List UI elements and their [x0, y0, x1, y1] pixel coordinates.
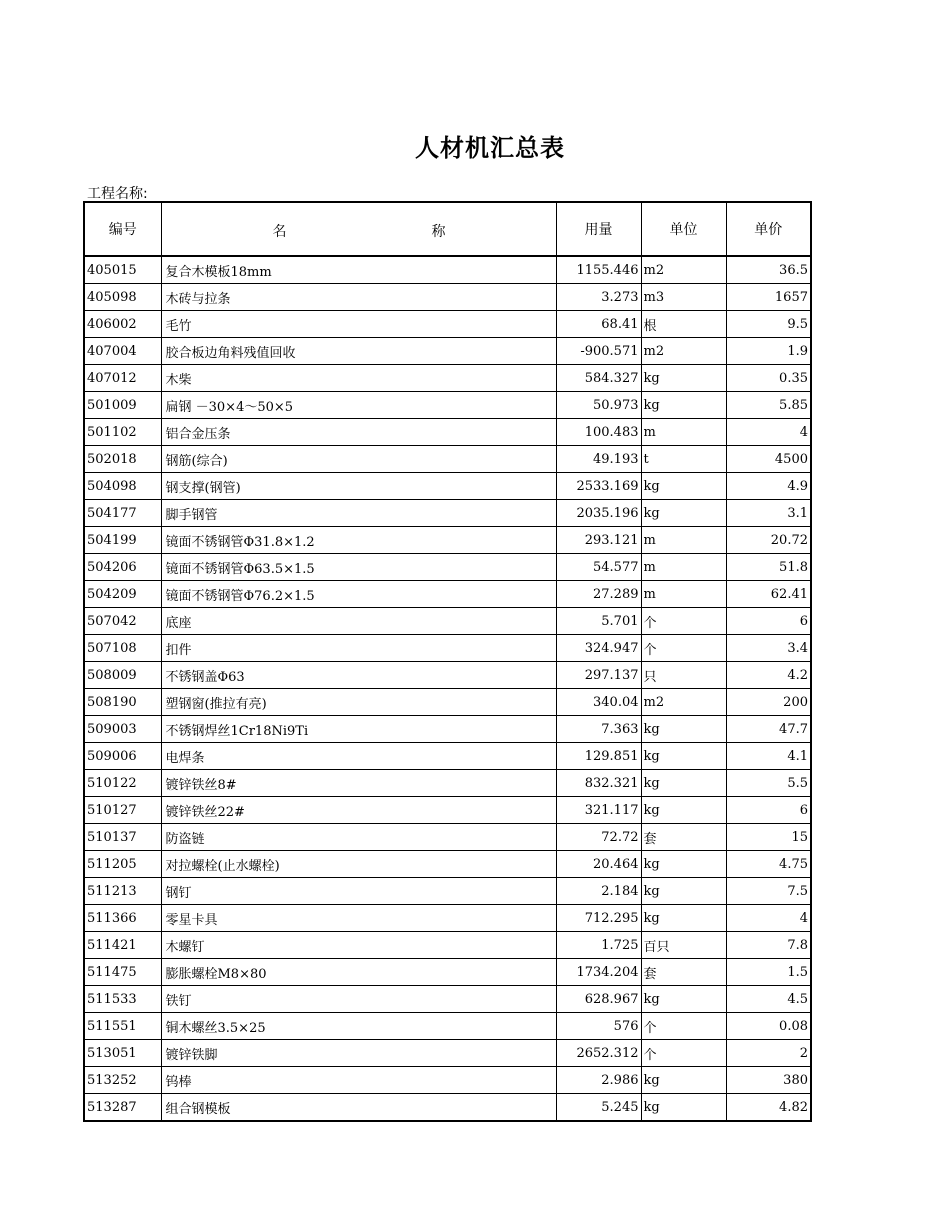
cell-unit: 只 [641, 662, 726, 689]
table-row [84, 716, 811, 743]
cell-price: 6 [726, 608, 811, 635]
table-header-row [84, 202, 811, 256]
cell-unit: 根 [641, 311, 726, 338]
cell-code: 501102 [84, 419, 161, 446]
table-row [84, 824, 811, 851]
cell-name: 镜面不锈钢管Φ31.8×1.2 [161, 527, 556, 554]
materials-summary-table [83, 201, 812, 1122]
cell-code: 405098 [84, 284, 161, 311]
table-row [84, 689, 811, 716]
cell-price: 7.8 [726, 932, 811, 959]
cell-price: 20.72 [726, 527, 811, 554]
cell-unit: m3 [641, 284, 726, 311]
cell-qty: 1.725 [556, 932, 641, 959]
cell-price: 4.1 [726, 743, 811, 770]
cell-code: 511366 [84, 905, 161, 932]
cell-price: 36.5 [726, 256, 811, 284]
cell-unit: kg [641, 1094, 726, 1122]
cell-code: 509006 [84, 743, 161, 770]
cell-code: 502018 [84, 446, 161, 473]
page-title: 人材机汇总表 [415, 134, 565, 162]
cell-name: 铁钉 [161, 986, 556, 1013]
cell-code: 407004 [84, 338, 161, 365]
cell-name: 钢筋(综合) [161, 446, 556, 473]
table-body [84, 256, 811, 1121]
table-row [84, 743, 811, 770]
table-row [84, 1067, 811, 1094]
cell-name: 钨棒 [161, 1067, 556, 1094]
cell-qty: 129.851 [556, 743, 641, 770]
cell-unit: 个 [641, 1013, 726, 1040]
cell-code: 511533 [84, 986, 161, 1013]
cell-name: 复合木模板18mm [161, 256, 556, 284]
cell-name: 脚手钢管 [161, 500, 556, 527]
table-row [84, 1094, 811, 1122]
cell-code: 504199 [84, 527, 161, 554]
cell-name: 木砖与拉条 [161, 284, 556, 311]
table-row [84, 392, 811, 419]
cell-code: 511421 [84, 932, 161, 959]
table-row [84, 1013, 811, 1040]
cell-price: 4 [726, 905, 811, 932]
table-row [84, 446, 811, 473]
cell-qty: -900.571 [556, 338, 641, 365]
cell-code: 501009 [84, 392, 161, 419]
table-row [84, 256, 811, 284]
cell-name: 不锈钢焊丝1Cr18Ni9Ti [161, 716, 556, 743]
cell-unit: 个 [641, 608, 726, 635]
cell-price: 0.35 [726, 365, 811, 392]
cell-code: 504177 [84, 500, 161, 527]
cell-price: 3.4 [726, 635, 811, 662]
table-row [84, 284, 811, 311]
cell-unit: 套 [641, 824, 726, 851]
cell-name: 镀锌铁丝22# [161, 797, 556, 824]
cell-qty: 297.137 [556, 662, 641, 689]
cell-price: 380 [726, 1067, 811, 1094]
cell-price: 4.5 [726, 986, 811, 1013]
cell-unit: m2 [641, 256, 726, 284]
cell-name: 镜面不锈钢管Φ76.2×1.5 [161, 581, 556, 608]
cell-name: 扁钢 －30×4～50×5 [161, 392, 556, 419]
cell-price: 5.85 [726, 392, 811, 419]
cell-price: 4.2 [726, 662, 811, 689]
cell-qty: 50.973 [556, 392, 641, 419]
cell-code: 406002 [84, 311, 161, 338]
cell-price: 1.9 [726, 338, 811, 365]
cell-price: 6 [726, 797, 811, 824]
table-row [84, 959, 811, 986]
cell-name: 铜木螺丝3.5×25 [161, 1013, 556, 1040]
cell-code: 511475 [84, 959, 161, 986]
cell-name: 木螺钉 [161, 932, 556, 959]
table-row [84, 527, 811, 554]
cell-qty: 712.295 [556, 905, 641, 932]
cell-qty: 1734.204 [556, 959, 641, 986]
table-row [84, 851, 811, 878]
cell-unit: 个 [641, 1040, 726, 1067]
header-qty: 用量 [556, 202, 641, 256]
table-row [84, 1040, 811, 1067]
table-row [84, 932, 811, 959]
cell-unit: kg [641, 905, 726, 932]
cell-qty: 1155.446 [556, 256, 641, 284]
project-name-label: 工程名称: [87, 186, 148, 202]
cell-price: 62.41 [726, 581, 811, 608]
cell-price: 5.5 [726, 770, 811, 797]
cell-price: 4 [726, 419, 811, 446]
cell-qty: 5.701 [556, 608, 641, 635]
cell-unit: kg [641, 770, 726, 797]
cell-qty: 27.289 [556, 581, 641, 608]
cell-code: 511213 [84, 878, 161, 905]
cell-code: 513051 [84, 1040, 161, 1067]
table-row [84, 338, 811, 365]
cell-code: 507042 [84, 608, 161, 635]
table-row [84, 554, 811, 581]
cell-qty: 100.483 [556, 419, 641, 446]
cell-name: 铝合金压条 [161, 419, 556, 446]
cell-price: 4.82 [726, 1094, 811, 1122]
cell-code: 511551 [84, 1013, 161, 1040]
table-row [84, 473, 811, 500]
cell-name: 钢支撑(钢管) [161, 473, 556, 500]
cell-name: 毛竹 [161, 311, 556, 338]
cell-name: 组合钢模板 [161, 1094, 556, 1122]
table-row [84, 365, 811, 392]
cell-unit: kg [641, 878, 726, 905]
cell-name: 木柴 [161, 365, 556, 392]
cell-unit: 个 [641, 635, 726, 662]
cell-price: 47.7 [726, 716, 811, 743]
cell-qty: 293.121 [556, 527, 641, 554]
table-row [84, 770, 811, 797]
header-name-part2: 称 [431, 224, 446, 240]
cell-unit: kg [641, 743, 726, 770]
cell-qty: 832.321 [556, 770, 641, 797]
cell-name: 底座 [161, 608, 556, 635]
table-row [84, 581, 811, 608]
cell-qty: 3.273 [556, 284, 641, 311]
cell-unit: kg [641, 473, 726, 500]
cell-price: 1.5 [726, 959, 811, 986]
cell-unit: kg [641, 365, 726, 392]
cell-code: 507108 [84, 635, 161, 662]
cell-name: 扣件 [161, 635, 556, 662]
cell-unit: m2 [641, 338, 726, 365]
cell-unit: kg [641, 716, 726, 743]
cell-price: 4.9 [726, 473, 811, 500]
cell-unit: t [641, 446, 726, 473]
header-unit: 单位 [641, 202, 726, 256]
cell-code: 504098 [84, 473, 161, 500]
cell-price: 51.8 [726, 554, 811, 581]
cell-unit: m2 [641, 689, 726, 716]
cell-price: 7.5 [726, 878, 811, 905]
cell-qty: 20.464 [556, 851, 641, 878]
table-row [84, 878, 811, 905]
cell-name: 电焊条 [161, 743, 556, 770]
cell-qty: 2.184 [556, 878, 641, 905]
table-row [84, 635, 811, 662]
cell-unit: m [641, 581, 726, 608]
cell-qty: 340.04 [556, 689, 641, 716]
cell-unit: kg [641, 1067, 726, 1094]
cell-qty: 68.41 [556, 311, 641, 338]
cell-qty: 321.117 [556, 797, 641, 824]
cell-code: 508190 [84, 689, 161, 716]
cell-price: 0.08 [726, 1013, 811, 1040]
cell-price: 15 [726, 824, 811, 851]
cell-code: 510137 [84, 824, 161, 851]
table-row [84, 419, 811, 446]
cell-code: 510127 [84, 797, 161, 824]
cell-unit: kg [641, 500, 726, 527]
cell-unit: kg [641, 986, 726, 1013]
cell-qty: 324.947 [556, 635, 641, 662]
cell-name: 膨胀螺栓M8×80 [161, 959, 556, 986]
cell-price: 4500 [726, 446, 811, 473]
table-row [84, 662, 811, 689]
cell-unit: kg [641, 797, 726, 824]
cell-code: 511205 [84, 851, 161, 878]
cell-name: 镜面不锈钢管Φ63.5×1.5 [161, 554, 556, 581]
cell-unit: 百只 [641, 932, 726, 959]
cell-unit: kg [641, 851, 726, 878]
cell-qty: 584.327 [556, 365, 641, 392]
cell-unit: 套 [641, 959, 726, 986]
table-row [84, 500, 811, 527]
header-name [161, 202, 556, 256]
table-row [84, 986, 811, 1013]
cell-name: 镀锌铁脚 [161, 1040, 556, 1067]
cell-code: 407012 [84, 365, 161, 392]
cell-qty: 628.967 [556, 986, 641, 1013]
header-code: 编号 [84, 202, 161, 256]
cell-name: 零星卡具 [161, 905, 556, 932]
cell-qty: 2533.169 [556, 473, 641, 500]
cell-code: 513252 [84, 1067, 161, 1094]
cell-qty: 576 [556, 1013, 641, 1040]
cell-qty: 5.245 [556, 1094, 641, 1122]
cell-qty: 72.72 [556, 824, 641, 851]
cell-name: 防盗链 [161, 824, 556, 851]
cell-price: 9.5 [726, 311, 811, 338]
cell-name: 塑钢窗(推拉有亮) [161, 689, 556, 716]
table-row [84, 905, 811, 932]
cell-qty: 2035.196 [556, 500, 641, 527]
cell-qty: 2.986 [556, 1067, 641, 1094]
cell-qty: 2652.312 [556, 1040, 641, 1067]
header-name-part1: 名 [272, 224, 287, 240]
cell-unit: m [641, 554, 726, 581]
header-price: 单价 [726, 202, 811, 256]
cell-name: 钢钉 [161, 878, 556, 905]
cell-unit: kg [641, 392, 726, 419]
cell-name: 镀锌铁丝8# [161, 770, 556, 797]
cell-unit: m [641, 419, 726, 446]
cell-price: 1657 [726, 284, 811, 311]
cell-price: 200 [726, 689, 811, 716]
cell-code: 504206 [84, 554, 161, 581]
cell-qty: 54.577 [556, 554, 641, 581]
cell-name: 不锈钢盖Φ63 [161, 662, 556, 689]
cell-qty: 49.193 [556, 446, 641, 473]
cell-price: 2 [726, 1040, 811, 1067]
table-row [84, 311, 811, 338]
cell-code: 405015 [84, 256, 161, 284]
cell-code: 513287 [84, 1094, 161, 1122]
cell-qty: 7.363 [556, 716, 641, 743]
cell-code: 504209 [84, 581, 161, 608]
cell-code: 509003 [84, 716, 161, 743]
cell-code: 510122 [84, 770, 161, 797]
cell-name: 对拉螺栓(止水螺栓) [161, 851, 556, 878]
table-row [84, 608, 811, 635]
cell-code: 508009 [84, 662, 161, 689]
cell-name: 胶合板边角料残值回收 [161, 338, 556, 365]
table-row [84, 797, 811, 824]
cell-unit: m [641, 527, 726, 554]
cell-price: 4.75 [726, 851, 811, 878]
cell-price: 3.1 [726, 500, 811, 527]
